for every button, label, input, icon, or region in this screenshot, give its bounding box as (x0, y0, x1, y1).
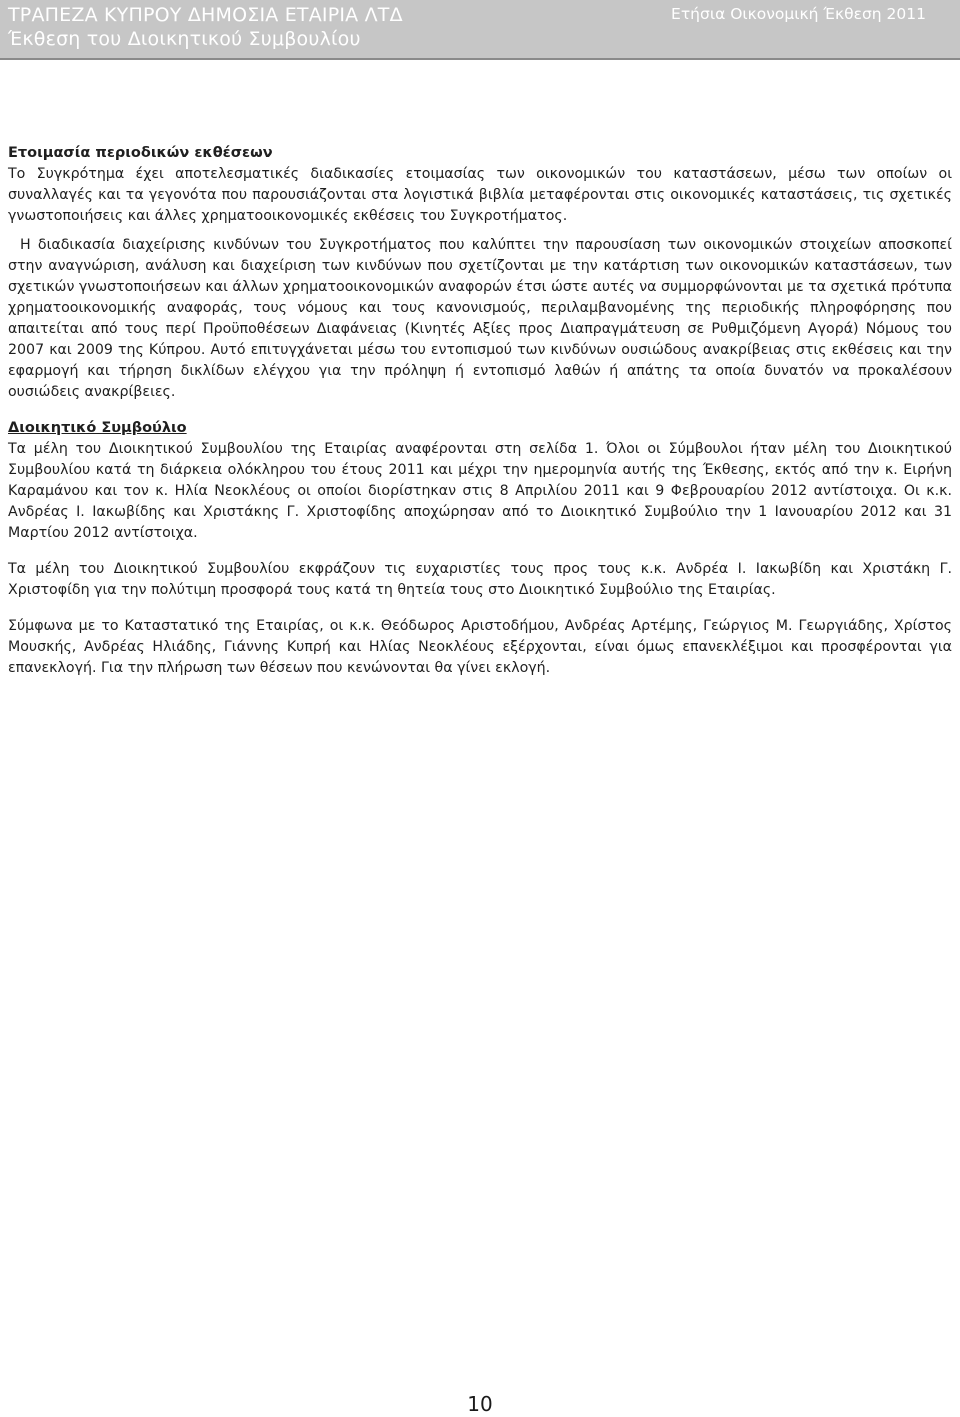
report-section-title: Έκθεση του Διοικητικού Συμβουλίου (8, 28, 361, 50)
paragraph-board-3: Σύμφωνα με το Καταστατικό της Εταιρίας, οι κ.κ. Θεόδωρος Αριστοδήμου, Ανδρέας Αρτέμης, Γεώργιος Μ. Γεωργιάδης, Χρίστος Μουσκής, Ανδρέας Ηλιάδης, Γιάννης Κυπρή και Ηλίας Νεοκλέους εξέρχονται, είναι όμως επανεκλέξιμοι και προσφέρονται για επανεκλογή. Για την πλήρωση των θέσεων που κενώνονται θα γίνει εκλογή. (8, 618, 952, 676)
report-title: Ετήσια Οικονομική Έκθεση 2011 (671, 5, 926, 23)
page-number: 10 (467, 1392, 493, 1416)
section-heading-board: Διοικητικό Συμβούλιο (8, 420, 187, 436)
paragraph-periodic-reports-1: Το Συγκρότημα έχει αποτελεσματικές διαδικασίες ετοιμασίας των οικονομικών του καταστάσεων, μέσω των οποίων οι συναλλαγές και τα γεγονότα που παρουσιάζονται στα λογιστικά βιβλία μεταφέρονται στις οικονομικές καταστάσεις, τις σχετικές γνωστοποιήσεις και άλλες χρηματοοικονομικές εκθέσεις του Συγκροτήματος. (8, 166, 952, 224)
header-divider (0, 58, 960, 60)
paragraph-board-2: Τα μέλη του Διοικητικού Συμβουλίου εκφράζουν τις ευχαριστίες τους προς τους κ.κ. Ανδρέα Ι. Ιακωβίδη και Χριστάκη Γ. Χριστοφίδη για την πολύτιμη προσφορά τους κατά τη θητεία τους στο Διοικητικό Συμβούλιο της Εταιρίας. (8, 561, 952, 598)
document-body (8, 143, 952, 679)
header-left (8, 3, 403, 51)
spacer (8, 601, 952, 616)
paragraph-periodic-reports-2: Η διαδικασία διαχείρισης κινδύνων του Συγκροτήματος που καλύπτει την παρουσίαση των οικονομικών στοιχείων αποσκοπεί στην αναγνώριση, ανάλυση και διαχείριση των κινδύνων που σχετίζονται με την κατάρτιση των οικονομικών καταστάσεων, των σχετικών γνωστοποιήσεων και άλλων χρηματοοικονομικών αναφορών έτσι ώστε αυτές να συμμορφώνονται με τα σχετικά πρότυπα χρηματοοικονομικής αναφοράς, τους νόμους και τους κανονισμούς, περιλαμβανομένης της περιοδικής πληροφόρησης που απαιτείται από τους περί Προϋποθέσεων Διαφάνειας (Κινητές Αξίες προς Διαπραγμάτευση σε Ρυθμιζόμενη Αγορά) Νόμους του 2007 και 2009 της Κύπρου. Αυτό επιτυγχάνεται μέσω του εντοπισμού των κινδύνων ουσιώδους ανακρίβειας στις εκθέσεις και την εφαρμογή και τήρηση δικλίδων ελέγχου για την πρόληψη ή εντοπισμό λαθών ή απάτης τα οποία δυνατόν να προκαλέσουν ουσιώδεις ανακρίβειες. (8, 237, 952, 400)
section-heading-periodic-reports: Ετοιμασία περιοδικών εκθέσεων (8, 145, 273, 161)
paragraph-board-1: Τα μέλη του Διοικητικού Συμβουλίου της Εταιρίας αναφέρονται στη σελίδα 1. Όλοι οι Σύμβουλοι ήταν μέλη του Διοικητικού Συμβουλίου κατά τη διάρκεια ολόκληρου του έτους 2011 και μέχρι την ημερομηνία αυτής της Έκθεσης, εκτός από την κ. Ειρήνη Καραμάνου και τον κ. Ηλία Νεοκλέους οι οποίοι διορίστηκαν στις 8 Απριλίου 2011 και 9 Φεβρουαρίου 2012 αντίστοιχα. Οι κ.κ. Ανδρέας Ι. Ιακωβίδης και Χριστάκης Γ. Χριστοφίδης αποχώρησαν από το Διοικητικό Συμβούλιο την 1 Ιανουαρίου 2012 και 31 Μαρτίου 2012 αντίστοιχα. (8, 441, 952, 541)
spacer (8, 544, 952, 559)
spacer (8, 403, 952, 418)
company-name: ΤΡΑΠΕΖΑ ΚΥΠΡΟΥ ΔΗΜΟΣΙΑ ΕΤΑΙΡΙΑ ΛΤΔ (8, 4, 403, 26)
